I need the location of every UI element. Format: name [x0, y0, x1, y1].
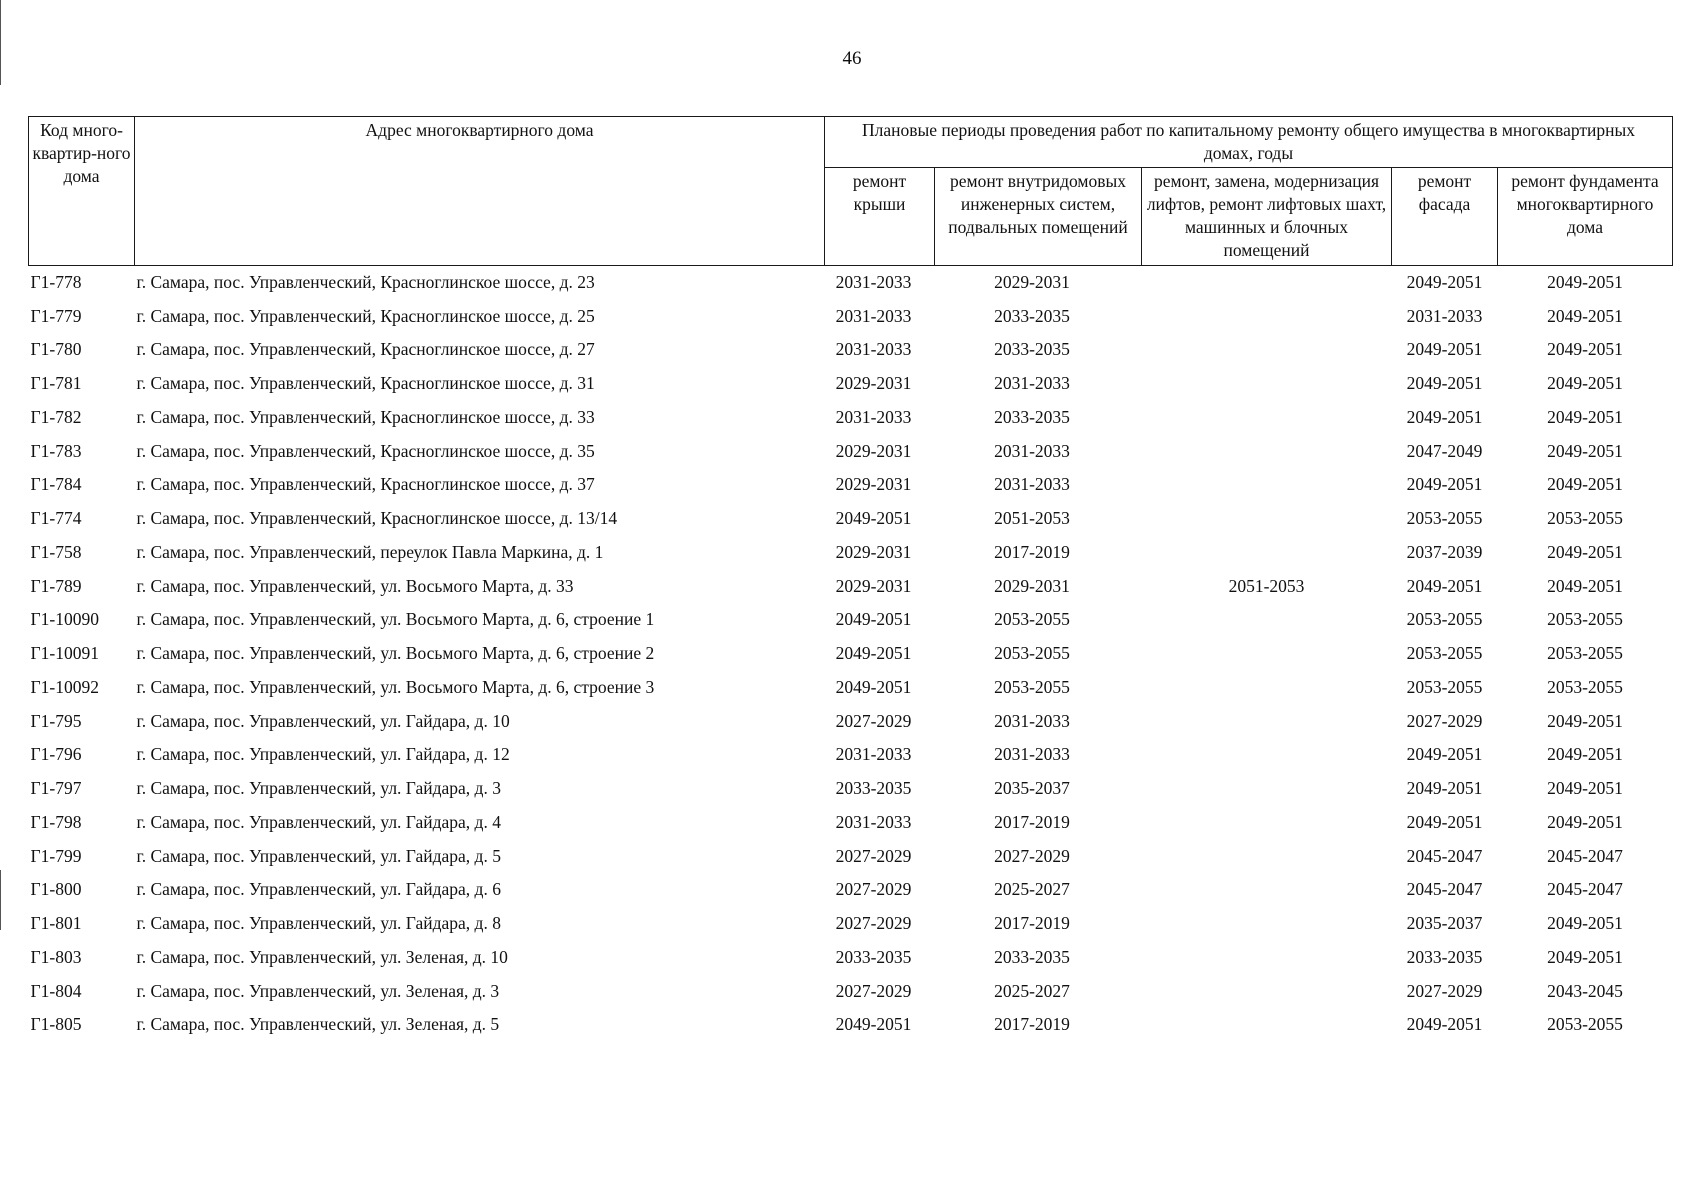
cell-elevators: [1142, 468, 1392, 502]
cell-code: Г1-797: [30, 778, 82, 799]
cell-engineering: 2017-2019: [994, 541, 1070, 562]
cell-foundation: 2045-2047: [1547, 879, 1623, 900]
cell-elevators: [1142, 434, 1392, 468]
cell-elevators: 2051-2053: [1228, 575, 1305, 596]
cell-roof: 2049-2051: [835, 609, 912, 630]
cell-code: Г1-783: [30, 440, 82, 461]
header-foundation: ремонт фундамента многоквартирного дома: [1498, 168, 1673, 265]
table-row: [29, 299, 1673, 333]
cell-engineering: 2033-2035: [994, 339, 1070, 360]
cell-elevators: [1142, 907, 1392, 941]
cell-elevators: [1142, 738, 1392, 772]
cell-roof: 2031-2033: [835, 811, 912, 832]
cell-code: Г1-803: [30, 946, 82, 967]
cell-elevators: [1142, 265, 1392, 299]
cell-facade: 2049-2051: [1406, 406, 1483, 427]
cell-facade: 2053-2055: [1406, 676, 1483, 697]
table-row: [29, 468, 1673, 502]
cell-foundation: 2053-2055: [1547, 609, 1623, 630]
cell-facade: 2027-2029: [1406, 980, 1483, 1001]
table-row: [29, 1008, 1673, 1042]
cell-code: Г1-796: [30, 744, 82, 765]
table-body: [29, 265, 1673, 1042]
cell-code: Г1-758: [30, 541, 82, 562]
cell-engineering: 2025-2027: [994, 879, 1070, 900]
cell-engineering: 2031-2033: [994, 744, 1070, 765]
cell-address: г. Самара, пос. Управленческий, Красноглинское шоссе, д. 37: [136, 474, 595, 495]
cell-foundation: 2049-2051: [1547, 575, 1623, 596]
cell-address: г. Самара, пос. Управленческий, ул. Гайдара, д. 8: [136, 913, 501, 934]
cell-facade: 2049-2051: [1406, 1014, 1483, 1035]
cell-elevators: [1142, 333, 1392, 367]
cell-facade: 2049-2051: [1406, 778, 1483, 799]
cell-code: Г1-789: [30, 575, 82, 596]
cell-roof: 2031-2033: [835, 339, 912, 360]
table-row: [29, 671, 1673, 705]
cell-roof: 2029-2031: [835, 541, 912, 562]
cell-engineering: 2035-2037: [994, 778, 1070, 799]
table-row: [29, 941, 1673, 975]
cell-code: Г1-800: [30, 879, 82, 900]
cell-facade: 2049-2051: [1406, 474, 1483, 495]
cell-engineering: 2031-2033: [994, 474, 1070, 495]
cell-foundation: 2049-2051: [1547, 946, 1623, 967]
cell-address: г. Самара, пос. Управленческий, Красноглинское шоссе, д. 23: [136, 271, 595, 292]
cell-address: г. Самара, пос. Управленческий, переулок Павла Маркина, д. 1: [136, 541, 604, 562]
cell-engineering: 2031-2033: [994, 373, 1070, 394]
cell-roof: 2049-2051: [835, 508, 912, 529]
cell-elevators: [1142, 1008, 1392, 1042]
table-row: [29, 907, 1673, 941]
cell-address: г. Самара, пос. Управленческий, Красноглинское шоссе, д. 27: [136, 339, 595, 360]
cell-code: Г1-801: [30, 913, 82, 934]
cell-engineering: 2027-2029: [994, 845, 1070, 866]
cell-engineering: 2033-2035: [994, 305, 1070, 326]
cell-facade: 2053-2055: [1406, 643, 1483, 664]
header-code: Код много-квартир-ного дома: [29, 117, 135, 266]
cell-facade: 2053-2055: [1406, 609, 1483, 630]
cell-foundation: 2049-2051: [1547, 811, 1623, 832]
cell-roof: 2049-2051: [835, 676, 912, 697]
cell-foundation: 2049-2051: [1547, 339, 1623, 360]
cell-code: Г1-784: [30, 474, 82, 495]
cell-facade: 2035-2037: [1406, 913, 1483, 934]
cell-roof: 2031-2033: [835, 406, 912, 427]
cell-code: Г1-804: [30, 980, 82, 1001]
table-header: [29, 117, 1673, 266]
header-roof: ремонт крыши: [825, 168, 935, 265]
cell-elevators: [1142, 772, 1392, 806]
cell-foundation: 2049-2051: [1547, 271, 1623, 292]
cell-facade: 2053-2055: [1406, 508, 1483, 529]
cell-engineering: 2033-2035: [994, 946, 1070, 967]
cell-facade: 2049-2051: [1406, 744, 1483, 765]
cell-foundation: 2053-2055: [1547, 508, 1623, 529]
cell-foundation: 2053-2055: [1547, 1014, 1623, 1035]
cell-address: г. Самара, пос. Управленческий, ул. Зеленая, д. 10: [136, 946, 508, 967]
cell-engineering: 2029-2031: [994, 271, 1070, 292]
cell-roof: 2033-2035: [835, 778, 912, 799]
cell-roof: 2029-2031: [835, 575, 912, 596]
table-row: [29, 637, 1673, 671]
header-periods-group: Плановые периоды проведения работ по капитальному ремонту общего имущества в многоквартирных домах, годы: [825, 117, 1673, 168]
cell-roof: 2049-2051: [835, 643, 912, 664]
cell-elevators: [1142, 806, 1392, 840]
cell-address: г. Самара, пос. Управленческий, Красноглинское шоссе, д. 31: [136, 373, 595, 394]
cell-roof: 2031-2033: [835, 305, 912, 326]
cell-engineering: 2029-2031: [994, 575, 1070, 596]
cell-code: Г1-10090: [30, 609, 99, 630]
cell-roof: 2027-2029: [835, 879, 912, 900]
cell-engineering: 2053-2055: [994, 609, 1070, 630]
table-row: [29, 974, 1673, 1008]
cell-address: г. Самара, пос. Управленческий, ул. Гайдара, д. 6: [136, 879, 501, 900]
table-row: [29, 873, 1673, 907]
cell-address: г. Самара, пос. Управленческий, Красноглинское шоссе, д. 33: [136, 406, 595, 427]
cell-address: г. Самара, пос. Управленческий, ул. Гайдара, д. 3: [136, 778, 501, 799]
table-row: [29, 536, 1673, 570]
cell-foundation: 2053-2055: [1547, 676, 1623, 697]
cell-facade: 2049-2051: [1406, 373, 1483, 394]
cell-elevators: [1142, 299, 1392, 333]
table-row: [29, 569, 1673, 603]
cell-address: г. Самара, пос. Управленческий, ул. Зеленая, д. 3: [136, 980, 500, 1001]
cell-elevators: [1142, 637, 1392, 671]
cell-elevators: [1142, 671, 1392, 705]
cell-foundation: 2053-2055: [1547, 643, 1623, 664]
cell-foundation: 2049-2051: [1547, 744, 1623, 765]
scan-edge-mark: [0, 870, 1, 930]
cell-roof: 2031-2033: [835, 271, 912, 292]
cell-foundation: 2043-2045: [1547, 980, 1623, 1001]
cell-code: Г1-799: [30, 845, 82, 866]
cell-elevators: [1142, 367, 1392, 401]
cell-address: г. Самара, пос. Управленческий, ул. Восьмого Марта, д. 6, строение 3: [136, 676, 655, 697]
cell-code: Г1-10091: [30, 643, 99, 664]
cell-foundation: 2049-2051: [1547, 778, 1623, 799]
cell-address: г. Самара, пос. Управленческий, Красноглинское шоссе, д. 25: [136, 305, 595, 326]
cell-facade: 2049-2051: [1406, 339, 1483, 360]
cell-address: г. Самара, пос. Управленческий, ул. Зеленая, д. 5: [136, 1014, 500, 1035]
cell-elevators: [1142, 401, 1392, 435]
cell-code: Г1-782: [30, 406, 82, 427]
table-row: [29, 839, 1673, 873]
cell-foundation: 2049-2051: [1547, 710, 1623, 731]
cell-roof: 2033-2035: [835, 946, 912, 967]
cell-elevators: [1142, 536, 1392, 570]
cell-address: г. Самара, пос. Управленческий, ул. Гайдара, д. 12: [136, 744, 510, 765]
cell-engineering: 2017-2019: [994, 913, 1070, 934]
cell-code: Г1-774: [30, 508, 82, 529]
header-engineering: ремонт внутридомовых инженерных систем, подвальных помещений: [935, 168, 1142, 265]
cell-foundation: 2049-2051: [1547, 541, 1623, 562]
header-address: Адрес многоквартирного дома: [135, 117, 825, 266]
cell-foundation: 2049-2051: [1547, 474, 1623, 495]
cell-foundation: 2049-2051: [1547, 913, 1623, 934]
cell-address: г. Самара, пос. Управленческий, ул. Восьмого Марта, д. 33: [136, 575, 574, 596]
cell-roof: 2029-2031: [835, 440, 912, 461]
cell-roof: 2027-2029: [835, 710, 912, 731]
capital-repair-table: [28, 116, 1673, 1042]
cell-elevators: [1142, 941, 1392, 975]
cell-code: Г1-805: [30, 1014, 82, 1035]
cell-engineering: 2053-2055: [994, 676, 1070, 697]
cell-engineering: 2031-2033: [994, 440, 1070, 461]
cell-address: г. Самара, пос. Управленческий, ул. Восьмого Марта, д. 6, строение 2: [136, 643, 655, 664]
cell-address: г. Самара, пос. Управленческий, ул. Гайдара, д. 4: [136, 811, 501, 832]
cell-engineering: 2053-2055: [994, 643, 1070, 664]
cell-engineering: 2031-2033: [994, 710, 1070, 731]
cell-facade: 2049-2051: [1406, 811, 1483, 832]
cell-facade: 2049-2051: [1406, 271, 1483, 292]
cell-foundation: 2049-2051: [1547, 440, 1623, 461]
table-row: [29, 401, 1673, 435]
cell-elevators: [1142, 704, 1392, 738]
cell-engineering: 2025-2027: [994, 980, 1070, 1001]
cell-code: Г1-781: [30, 373, 82, 394]
cell-address: г. Самара, пос. Управленческий, Красноглинское шоссе, д. 13/14: [136, 508, 618, 529]
cell-code: Г1-780: [30, 339, 82, 360]
cell-address: г. Самара, пос. Управленческий, ул. Гайдара, д. 10: [136, 710, 510, 731]
table-row: [29, 265, 1673, 299]
cell-roof: 2031-2033: [835, 744, 912, 765]
table-row: [29, 367, 1673, 401]
cell-address: г. Самара, пос. Управленческий, Красноглинское шоссе, д. 35: [136, 440, 595, 461]
table-row: [29, 333, 1673, 367]
cell-facade: 2033-2035: [1406, 946, 1483, 967]
table-row: [29, 704, 1673, 738]
header-elevators: ремонт, замена, модернизация лифтов, ремонт лифтовых шахт, машинных и блочных помещений: [1142, 168, 1392, 265]
cell-elevators: [1142, 603, 1392, 637]
table-row: [29, 502, 1673, 536]
cell-elevators: [1142, 974, 1392, 1008]
cell-code: Г1-778: [30, 271, 82, 292]
cell-code: Г1-779: [30, 305, 82, 326]
table-row: [29, 603, 1673, 637]
cell-foundation: 2049-2051: [1547, 406, 1623, 427]
table-row: [29, 806, 1673, 840]
cell-code: Г1-795: [30, 710, 82, 731]
cell-facade: 2049-2051: [1406, 575, 1483, 596]
cell-facade: 2045-2047: [1406, 879, 1483, 900]
cell-roof: 2029-2031: [835, 474, 912, 495]
header-facade: ремонт фасада: [1392, 168, 1498, 265]
cell-facade: 2031-2033: [1406, 305, 1483, 326]
cell-elevators: [1142, 502, 1392, 536]
cell-roof: 2049-2051: [835, 1014, 912, 1035]
table-row: [29, 434, 1673, 468]
cell-foundation: 2049-2051: [1547, 305, 1623, 326]
cell-facade: 2047-2049: [1406, 440, 1483, 461]
cell-engineering: 2033-2035: [994, 406, 1070, 427]
cell-roof: 2027-2029: [835, 913, 912, 934]
page-number: 46: [842, 48, 862, 69]
cell-foundation: 2049-2051: [1547, 373, 1623, 394]
cell-elevators: [1142, 873, 1392, 907]
table-row: [29, 738, 1673, 772]
cell-code: Г1-10092: [30, 676, 99, 697]
table-row: [29, 772, 1673, 806]
cell-roof: 2029-2031: [835, 373, 912, 394]
cell-code: Г1-798: [30, 811, 82, 832]
cell-engineering: 2017-2019: [994, 1014, 1070, 1035]
cell-facade: 2045-2047: [1406, 845, 1483, 866]
cell-address: г. Самара, пос. Управленческий, ул. Восьмого Марта, д. 6, строение 1: [136, 609, 655, 630]
cell-roof: 2027-2029: [835, 980, 912, 1001]
cell-engineering: 2051-2053: [994, 508, 1070, 529]
cell-engineering: 2017-2019: [994, 811, 1070, 832]
cell-roof: 2027-2029: [835, 845, 912, 866]
cell-foundation: 2045-2047: [1547, 845, 1623, 866]
cell-address: г. Самара, пос. Управленческий, ул. Гайдара, д. 5: [136, 845, 501, 866]
cell-elevators: [1142, 839, 1392, 873]
cell-facade: 2027-2029: [1406, 710, 1483, 731]
scan-edge-mark: [0, 0, 1, 85]
cell-facade: 2037-2039: [1406, 541, 1483, 562]
